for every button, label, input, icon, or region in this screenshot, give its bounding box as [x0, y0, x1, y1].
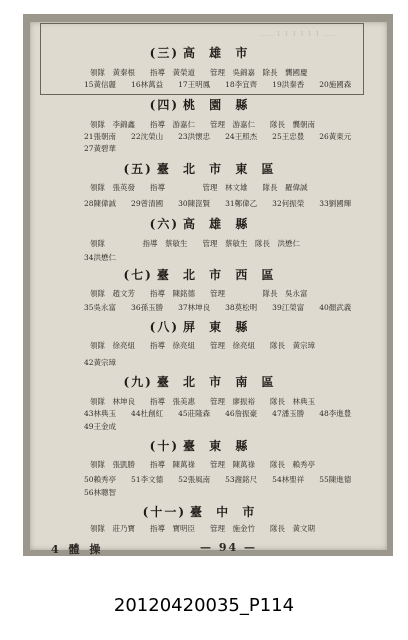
page-number: — 94 — [200, 541, 257, 554]
members-line: 27黃碧華 [84, 144, 117, 153]
officials-line: 領隊 張英發 指導 管理 林文雄 隊長 羅偉誠 [90, 183, 308, 192]
members-line: 21張朝南 22沈榮山 23洪懷忠 24王照杰 25王忠豊 26黃東元 [84, 132, 352, 141]
book-title-footer: 4 體 操 [51, 543, 104, 556]
section-title: (三) 高 雄 市 [149, 46, 253, 60]
officials-line: 領隊 趙文芳 指導 陳銘德 管理 隊長 吳永富 [90, 289, 308, 298]
image-caption: 20120420035_P114 [113, 595, 295, 616]
section-title: (九) 臺 北 市 南 區 [123, 375, 279, 389]
bleed-through-text: …… 1 1 1 1 1 1 …… [260, 31, 338, 38]
section-title: (四) 桃 園 縣 [149, 98, 253, 112]
section-title: (六) 高 雄 縣 [149, 217, 253, 231]
members-line: 35吳永富 36孫玉勝 37林坤良 38莫松明 39江榮富 40顏武義 [84, 303, 352, 312]
officials-line: 領隊 林坤良 指導 張美惠 管理 廖振裕 隊長 林典玉 [90, 397, 315, 406]
officials-line: 領隊 張凱勝 指導 陳萬祿 管理 陳萬祿 隊長 賴秀亭 [90, 460, 315, 469]
section-title: (十一) 臺 中 市 [142, 505, 260, 519]
officials-line: 領隊 徐亮組 指導 徐亮組 管理 徐亮組 隊長 黃宗璋 [90, 341, 315, 350]
officials-line: 領隊 李錦鑫 指導 游嘉仁 管理 游嘉仁 隊長 龔朝南 [90, 120, 315, 129]
section-title: (七) 臺 北 市 西 區 [123, 268, 279, 282]
officials-line: 領隊 莊乃寶 指導 寶明臣 管理 施金竹 隊長 黃文期 [90, 524, 315, 533]
members-line: 43林典玉 44杜創紅 45莊隆森 46詹振豪 47潘玉勝 48李進豊 [84, 409, 352, 418]
officials-line: 領隊 指導 蔡敏生 管理 蔡敏生 隊長 洪懋仁 [90, 239, 300, 248]
section-title: (五) 臺 北 市 東 區 [123, 162, 279, 176]
members-line: 15黃信麗 16林萬益 17王明鳳 18李宜齊 19洪秦香 20施國森 [84, 80, 352, 89]
officials-line: 領隊 黃秦根 指導 黃榮道 管理 吳錦嘉 除長 龔國慶 [90, 68, 308, 77]
section-title: (八) 屏 東 縣 [149, 320, 253, 334]
members-line: 49王金成 [84, 422, 117, 431]
members-line: 42黃宗璋 [84, 358, 117, 367]
section-title: (十) 臺 東 縣 [149, 439, 253, 453]
members-line: 50賴秀亭 51李文德 52張風南 53謝銘尺 54林聖祥 55陳進德 [84, 475, 352, 484]
members-line: 34洪懋仁 [84, 253, 117, 262]
members-line: 28陳偉誠 29曾清國 30陳崑賢 31鄭偉乙 32何振榮 33劉國輝 [84, 199, 352, 208]
members-line: 56林聰智 [84, 488, 117, 497]
